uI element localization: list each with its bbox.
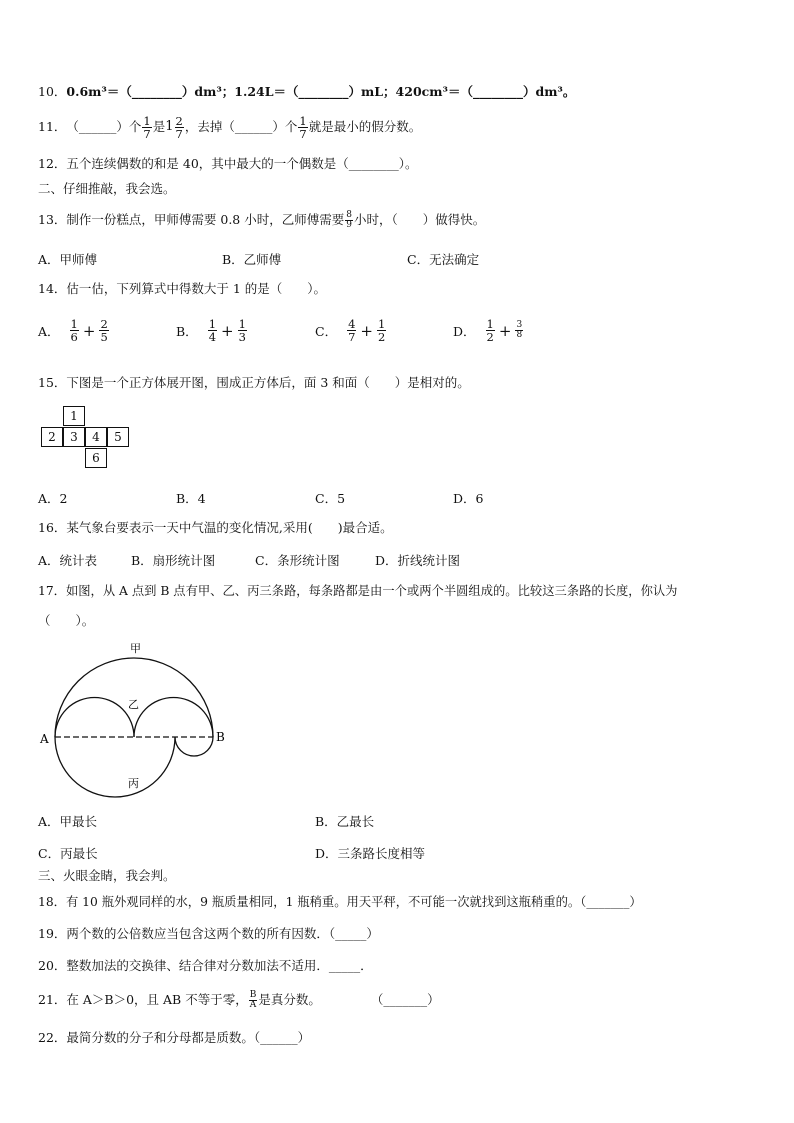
question-text: 五个连续偶数的和是 40，其中最大的一个偶数是（________）。 <box>66 156 418 171</box>
option-b[interactable]: B．乙最长 <box>315 814 375 829</box>
answer-blank: （_______） <box>370 992 440 1007</box>
text-segment: 在 A＞B＞0，且 AB 不等于零， <box>66 992 248 1007</box>
question-11 <box>38 112 421 142</box>
fraction: $\frac{1}{7}$ <box>143 113 151 141</box>
question-number: 16． <box>38 520 67 535</box>
fraction: $\frac{B}{A}$ <box>249 989 257 1010</box>
question-number: 11． <box>38 119 67 134</box>
option-c[interactable]: C． $\frac{4}{7}$ + $\frac{1}{2}$ <box>315 317 386 344</box>
option-a[interactable]: A．2 <box>38 491 68 506</box>
question-number: 17． <box>38 584 66 598</box>
text-segment: ，去掉（______）个 <box>184 119 298 134</box>
face-1: 1 <box>63 406 85 426</box>
option-c[interactable]: C．5 <box>315 491 346 506</box>
text-segment: 是真分数。 <box>258 992 321 1007</box>
question-19 <box>38 926 379 942</box>
question-17 <box>38 583 677 599</box>
text-segment: 就是最小的假分数。 <box>308 119 422 134</box>
mixed-number: 1 $\frac{2}{7}$ <box>165 113 183 141</box>
question-number: 10． <box>38 84 67 99</box>
question-text: 如图，从 A 点到 B 点有甲、乙、丙三条路，每条路都是由一个或两个半圆组成的。比较这三条路的长度，你认为 <box>65 584 678 598</box>
option-b[interactable]: B．扇形统计图 <box>131 553 216 568</box>
face-3: 3 <box>63 427 85 447</box>
option-b[interactable]: B． $\frac{1}{4}$ + $\frac{1}{3}$ <box>176 317 246 344</box>
option-c[interactable]: C．无法确定 <box>407 252 480 267</box>
answer-blank: （ ）。 <box>38 613 95 628</box>
question-text: 整数加法的交换律、结合律对分数加法不适用．_____． <box>66 958 373 973</box>
point-b-label: B <box>216 730 225 744</box>
section-heading: 三、火眼金睛，我会判。 <box>38 868 176 883</box>
option-b[interactable]: B．4 <box>176 491 206 506</box>
option-a[interactable]: A．甲师傅 <box>38 252 98 267</box>
question-text: 最简分数的分子和分母都是质数。（______） <box>66 1030 311 1045</box>
label-yi: 乙 <box>128 698 139 711</box>
text-segment: 小时，（ ）做得快。 <box>353 212 486 227</box>
question-text: 某气象台要表示一天中气温的变化情况,采用( )最合适。 <box>66 520 393 535</box>
question-13 <box>38 205 485 235</box>
question-text: 0.6m³＝（________）dm³；1.24L＝（________）mL；420cm³＝（________）dm³。 <box>66 84 576 99</box>
option-a[interactable]: A．甲最长 <box>38 814 98 829</box>
question-text: 有 10 瓶外观同样的水，9 瓶质量相同，1 瓶稍重。用天平秤，不可能一次就找到这瓶稍重的。（_______） <box>65 895 642 909</box>
option-d[interactable]: D．6 <box>453 491 484 506</box>
option-c[interactable]: C．条形统计图 <box>255 553 340 568</box>
question-number: 21． <box>38 992 67 1007</box>
question-number: 12． <box>38 156 67 171</box>
label-bing: 丙 <box>128 777 139 790</box>
label-jia: 甲 <box>130 642 141 655</box>
text-segment: 是 <box>152 119 166 134</box>
question-number: 22． <box>38 1030 67 1045</box>
question-number: 14． <box>38 281 67 296</box>
question-text: 两个数的公倍数应当包含这两个数的所有因数．（_____） <box>66 926 379 941</box>
question-22 <box>38 1030 310 1046</box>
fraction: $\frac{8}{9}$ <box>346 209 352 230</box>
paths-diagram <box>30 636 240 804</box>
blank-text: （______）个 <box>66 119 142 134</box>
question-number: 18． <box>38 895 66 909</box>
question-number: 20． <box>38 958 67 973</box>
question-16 <box>38 520 393 536</box>
face-5: 5 <box>107 427 129 447</box>
question-12 <box>38 156 418 172</box>
option-d[interactable]: D．折线统计图 <box>375 553 461 568</box>
question-number: 13． <box>38 212 67 227</box>
question-18 <box>38 894 642 910</box>
question-14 <box>38 281 326 297</box>
cube-net-diagram <box>40 406 132 472</box>
section-heading: 二、仔细推敲，我会选。 <box>38 181 176 196</box>
face-2: 2 <box>41 427 63 447</box>
option-c[interactable]: C．丙最长 <box>38 846 98 861</box>
question-text: 下图是一个正方体展开图，围成正方体后，面 3 和面（ ）是相对的。 <box>66 375 470 390</box>
text-segment: 制作一份糕点，甲师傅需要 0.8 小时，乙师傅需要 <box>66 212 345 227</box>
question-21 <box>38 985 440 1015</box>
fraction: $\frac{1}{7}$ <box>299 113 307 141</box>
question-number: 19． <box>38 926 67 941</box>
question-20 <box>38 958 373 974</box>
question-text: 估一估，下列算式中得数大于 1 的是（ ）。 <box>66 281 327 296</box>
option-d[interactable]: D．三条路长度相等 <box>315 846 426 861</box>
face-6: 6 <box>85 448 107 468</box>
option-a[interactable]: A．统计表 <box>38 553 98 568</box>
question-number: 15． <box>38 375 67 390</box>
option-d[interactable]: D． $\frac{1}{2}$ + $\frac{3}{8}$ <box>453 317 523 344</box>
question-10 <box>38 84 575 100</box>
question-15 <box>38 375 470 391</box>
option-b[interactable]: B．乙师傅 <box>222 252 282 267</box>
option-a[interactable]: A． $\frac{1}{6}$ + $\frac{2}{5}$ <box>38 317 108 344</box>
point-a-label: A <box>40 732 49 746</box>
face-4: 4 <box>85 427 107 447</box>
